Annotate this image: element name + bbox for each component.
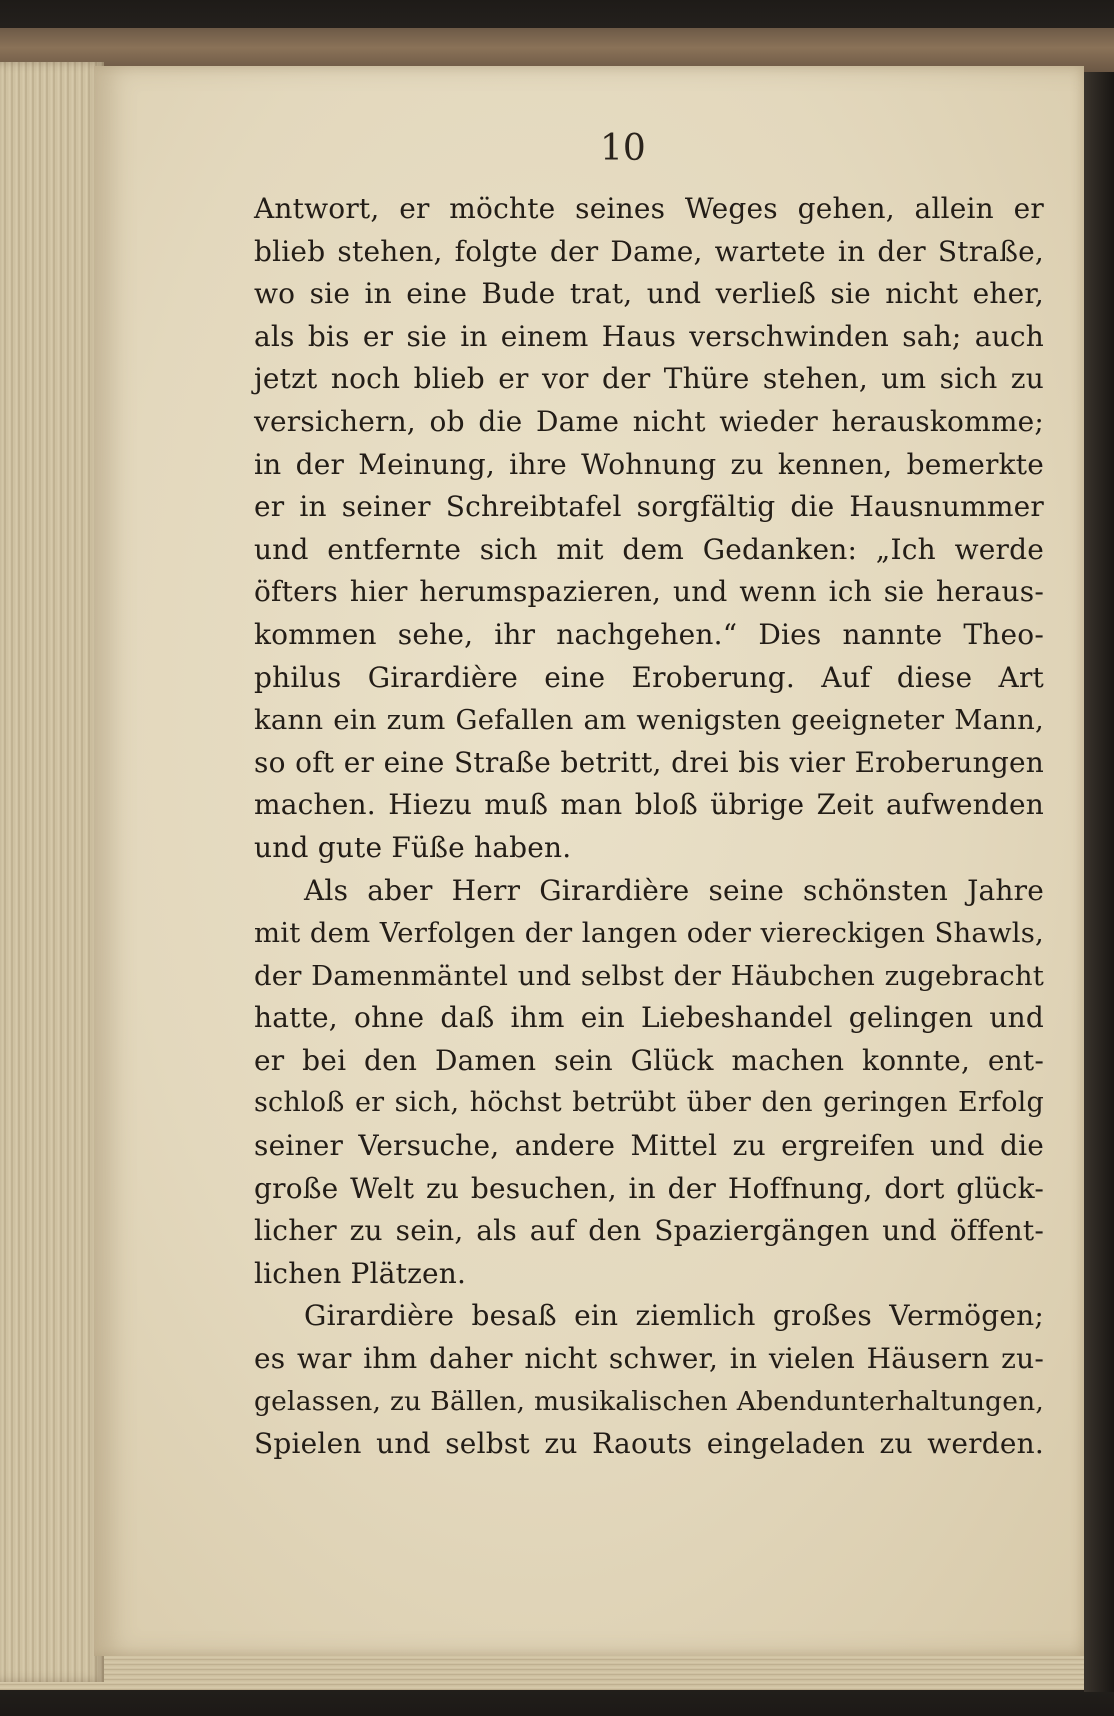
text-line: und entfernte sich mit dem Gedanken: „Ich werde — [254, 532, 1044, 566]
body-text — [254, 188, 1044, 1466]
text-line: gelassen, zu Bällen, musikalischen Abendunterhaltungen, — [254, 1385, 1044, 1417]
text-line: schloß er sich, höchst betrübt über den geringen Erfolg — [254, 1087, 1044, 1119]
text-line: Girardière besaß ein ziemlich großes Vermögen; — [304, 1299, 1044, 1333]
text-line: kommen sehe, ihr nachgehen.“ Dies nannte Theo- — [254, 617, 1044, 651]
text-line: seiner Versuche, andere Mittel zu ergreifen und die — [254, 1129, 1044, 1163]
text-line: kann ein zum Gefallen am wenigsten geeigneter Mann, — [254, 704, 1044, 737]
text-line: es war ihm daher nicht schwer, in vielen Häusern zu- — [254, 1342, 1044, 1376]
text-line: philus Girardière eine Eroberung. Auf diese Art — [254, 660, 1044, 694]
text-line: große Welt zu besuchen, in der Hoffnung, dort glück- — [254, 1171, 1044, 1205]
text-line: Spielen und selbst zu Raouts eingeladen zu werden. — [254, 1427, 1044, 1461]
text-line: er bei den Damen sein Glück machen konnte, ent- — [254, 1043, 1044, 1077]
page-stack-left — [0, 62, 104, 1682]
text-line: hatte, ohne daß ihm ein Liebeshandel gelingen und — [254, 1001, 1044, 1035]
text-line: versichern, ob die Dame nicht wieder herauskomme; — [254, 404, 1044, 438]
text-line: und gute Füße haben. — [254, 830, 572, 864]
text-line: Als aber Herr Girardière seine schönsten Jahre — [304, 873, 1044, 907]
text-line: als bis er sie in einem Haus verschwinden sah; auch — [254, 319, 1044, 353]
text-line: so oft er eine Straße betritt, drei bis vier Eroberungen — [254, 745, 1044, 779]
text-line: in der Meinung, ihre Wohnung zu kennen, bemerkte — [254, 447, 1044, 481]
text-line: der Damenmäntel und selbst der Häubchen zugebracht — [254, 959, 1044, 992]
text-line: öfters hier herumspazieren, und wenn ich sie heraus- — [254, 575, 1044, 609]
text-line: Antwort, er möchte seines Weges gehen, allein er — [254, 192, 1044, 225]
text-line: machen. Hiezu muß man bloß übrige Zeit aufwenden — [254, 788, 1044, 822]
text-line: blieb stehen, folgte der Dame, wartete in der Straße, — [254, 234, 1044, 268]
text-line: jetzt noch blieb er vor der Thüre stehen, um sich zu — [254, 362, 1044, 396]
text-line: wo sie in eine Bude trat, und verließ sie nicht eher, — [254, 277, 1044, 311]
page-number: 10 — [600, 128, 646, 169]
text-line: licher zu sein, als auf den Spaziergängen und öffent- — [254, 1214, 1044, 1248]
text-line: lichen Plätzen. — [254, 1256, 467, 1290]
book-right-edge — [1084, 72, 1114, 1692]
text-line: er in seiner Schreibtafel sorgfältig die Hausnummer — [254, 490, 1044, 524]
text-line: mit dem Verfolgen der langen oder viereckigen Shawls, — [254, 917, 1044, 950]
